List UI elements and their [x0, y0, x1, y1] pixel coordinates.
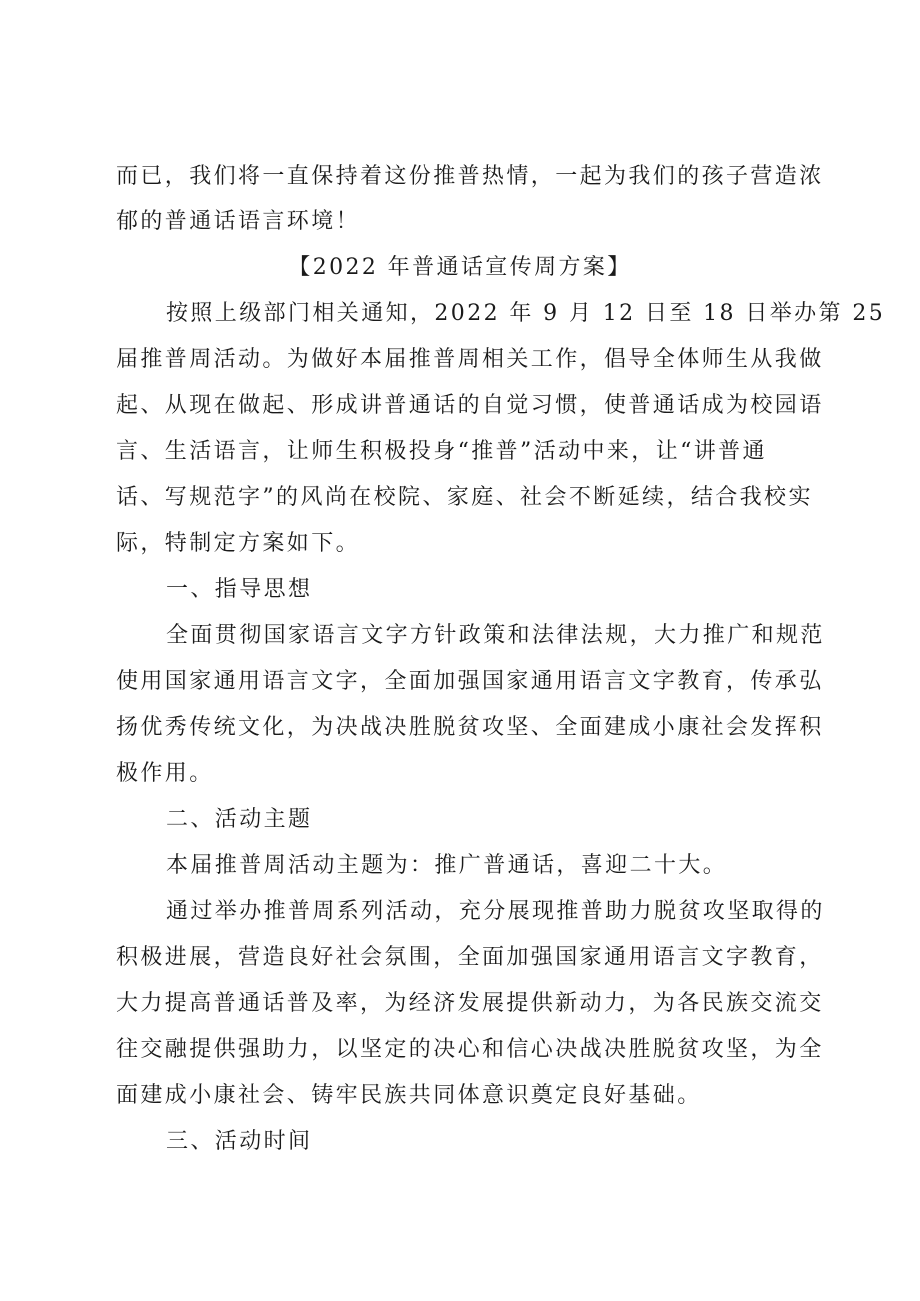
intro-line-1: 而已，我们将一直保持着这份推普热情，一起为我们的孩子营造浓 [116, 164, 824, 189]
para4-line-5: 面建成小康社会、铸牢民族共同体意识奠定良好基础。 [116, 1083, 702, 1108]
para1-line-1: 按照上级部门相关通知，2022 年 9 月 12 日至 18 日举办第 25 [166, 301, 886, 326]
section-heading-guiding-idea: 一、指导思想 [166, 577, 313, 602]
section-heading-time: 三、活动时间 [166, 1129, 313, 1154]
document-title: 【2022 年普通话宣传周方案】 [288, 255, 632, 280]
para1-line-5: 话、写规范字”的风尚在校院、家庭、社会不断延续，结合我校实 [116, 485, 813, 510]
para2-line-2: 使用国家通用语言文字，全面加强国家通用语言文字教育，传承弘 [116, 669, 824, 694]
para1-line-3: 起、从现在做起、形成讲普通话的自觉习惯，使普通话成为校园语 [116, 393, 824, 418]
para1-line-4: 言、生活语言，让师生积极投身“推普”活动中来，让“讲普通 [116, 439, 767, 464]
para1-line-2: 届推普周活动。为做好本届推普周相关工作，倡导全体师生从我做 [116, 347, 824, 372]
para4-line-2: 积极进展，营造良好社会氛围，全面加强国家通用语言文字教育， [116, 945, 824, 970]
para3-line-1: 本届推普周活动主题为：推广普通话，喜迎二十大。 [166, 853, 728, 878]
para2-line-4: 极作用。 [116, 761, 214, 786]
para2-line-1: 全面贯彻国家语言文字方针政策和法律法规，大力推广和规范 [166, 623, 825, 648]
para4-line-1: 通过举办推普周系列活动，充分展现推普助力脱贫攻坚取得的 [166, 899, 825, 924]
intro-line-2: 郁的普通话语言环境！ [116, 209, 361, 234]
para4-line-3: 大力提高普通话普及率，为经济发展提供新动力，为各民族交流交 [116, 991, 824, 1016]
para4-line-4: 往交融提供强助力，以坚定的决心和信心决战决胜脱贫攻坚，为全 [116, 1037, 824, 1062]
para1-line-6: 际，特制定方案如下。 [116, 531, 361, 556]
section-heading-theme: 二、活动主题 [166, 807, 313, 832]
para2-line-3: 扬优秀传统文化，为决战决胜脱贫攻坚、全面建成小康社会发挥积 [116, 715, 824, 740]
